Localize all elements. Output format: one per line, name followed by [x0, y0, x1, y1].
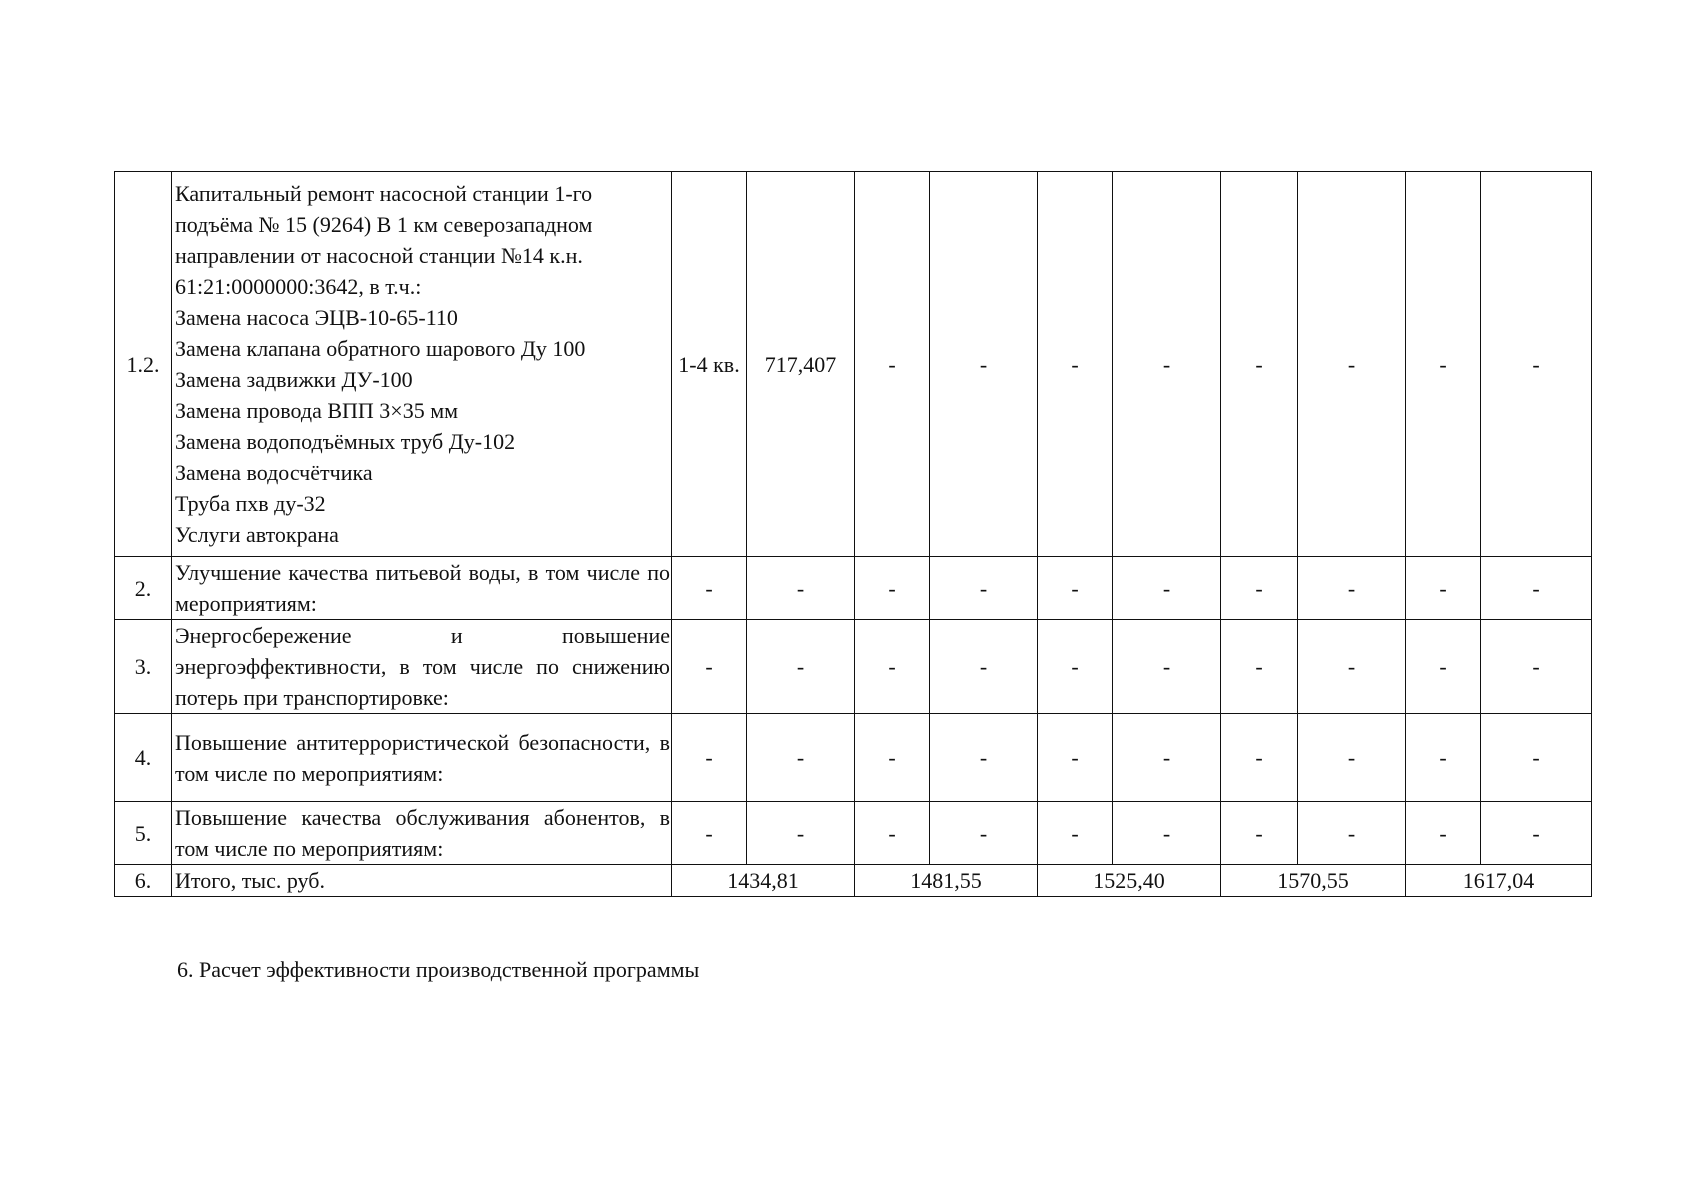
table-row: [115, 620, 1592, 714]
table-row: [115, 802, 1592, 865]
value-cell: -: [930, 620, 1038, 714]
description-line: Замена провода ВПП 3×35 мм: [175, 398, 459, 423]
value-cell: -: [1481, 714, 1592, 802]
total-value-cell: 1434,81: [672, 865, 855, 897]
table-row: [115, 557, 1592, 620]
value-cell: -: [930, 802, 1038, 865]
row-number: 6.: [115, 865, 172, 897]
row-number: 5.: [115, 802, 172, 865]
value-cell: -: [1298, 802, 1406, 865]
period-cell: 1-4 кв.: [672, 172, 747, 557]
value-cell: -: [1221, 172, 1298, 557]
description-line: направлении от насосной станции №14 к.н.: [175, 243, 583, 268]
value-cell: -: [1298, 172, 1406, 557]
value-cell: -: [930, 557, 1038, 620]
total-value-cell: 1481,55: [855, 865, 1038, 897]
row-number: 1.2.: [115, 172, 172, 557]
row-description: Улучшение качества питьевой воды, в том числе по мероприятиям:: [172, 557, 672, 620]
value-cell: -: [855, 802, 930, 865]
value-cell: -: [1406, 557, 1481, 620]
value-cell: -: [672, 620, 747, 714]
value-cell: -: [1406, 620, 1481, 714]
value-cell: -: [1406, 172, 1481, 557]
row-description: Повышение качества обслуживания абонентов, в том числе по мероприятиям:: [172, 802, 672, 865]
value-cell: -: [855, 172, 930, 557]
value-cell: -: [855, 557, 930, 620]
value-cell: -: [1481, 557, 1592, 620]
description-line: 61:21:0000000:3642, в т.ч.:: [175, 274, 422, 299]
section-heading: 6. Расчет эффективности производственной программы: [177, 957, 700, 982]
value-cell: -: [1038, 802, 1113, 865]
value-cell: -: [672, 802, 747, 865]
value-cell: -: [1038, 172, 1113, 557]
value-cell: -: [1406, 714, 1481, 802]
total-value-cell: 1570,55: [1221, 865, 1406, 897]
total-label: Итого, тыс. руб.: [172, 865, 672, 897]
total-row: [115, 865, 1592, 897]
value-cell: -: [747, 802, 855, 865]
value-cell: -: [1113, 802, 1221, 865]
description-line: Замена водосчётчика: [175, 460, 373, 485]
value-cell: -: [747, 714, 855, 802]
row-number: 3.: [115, 620, 172, 714]
value-cell: -: [1481, 172, 1592, 557]
value-cell: 717,407: [747, 172, 855, 557]
value-cell: -: [855, 714, 930, 802]
row-description: [172, 172, 672, 557]
value-cell: -: [1221, 802, 1298, 865]
value-cell: -: [1038, 620, 1113, 714]
table-row: [115, 714, 1592, 802]
value-cell: -: [1298, 714, 1406, 802]
description-line: Капитальный ремонт насосной станции 1-го: [175, 181, 593, 206]
description-line: подъёма № 15 (9264) В 1 км северозападном: [175, 212, 593, 237]
table-row: [115, 172, 1592, 557]
value-cell: -: [1481, 620, 1592, 714]
value-cell: -: [672, 714, 747, 802]
value-cell: -: [1038, 557, 1113, 620]
program-table: [114, 171, 1592, 897]
description-line: Замена клапана обратного шарового Ду 100: [175, 336, 586, 361]
description-line: Замена водоподъёмных труб Ду-102: [175, 429, 516, 454]
value-cell: -: [747, 557, 855, 620]
value-cell: -: [1038, 714, 1113, 802]
value-cell: -: [1221, 714, 1298, 802]
row-description: Энергосбережение и повышение энергоэффективности, в том числе по снижению потерь при транспортировке:: [172, 620, 672, 714]
value-cell: -: [1298, 557, 1406, 620]
row-number: 4.: [115, 714, 172, 802]
value-cell: -: [1406, 802, 1481, 865]
value-cell: -: [855, 620, 930, 714]
value-cell: -: [747, 620, 855, 714]
value-cell: -: [1113, 172, 1221, 557]
value-cell: -: [930, 714, 1038, 802]
row-description: Повышение антитеррористической безопасности, в том числе по мероприятиям:: [172, 714, 672, 802]
description-line: Услуги автокрана: [175, 522, 339, 547]
total-value-cell: 1525,40: [1038, 865, 1221, 897]
value-cell: -: [672, 557, 747, 620]
row-number: 2.: [115, 557, 172, 620]
description-line: Замена насоса ЭЦВ-10-65-110: [175, 305, 458, 330]
value-cell: -: [1221, 620, 1298, 714]
value-cell: -: [1298, 620, 1406, 714]
description-line: Труба пхв ду-32: [175, 491, 326, 516]
value-cell: -: [1221, 557, 1298, 620]
value-cell: -: [1113, 714, 1221, 802]
total-value-cell: 1617,04: [1406, 865, 1592, 897]
value-cell: -: [1481, 802, 1592, 865]
value-cell: -: [930, 172, 1038, 557]
value-cell: -: [1113, 620, 1221, 714]
description-line: Замена задвижки ДУ-100: [175, 367, 413, 392]
value-cell: -: [1113, 557, 1221, 620]
